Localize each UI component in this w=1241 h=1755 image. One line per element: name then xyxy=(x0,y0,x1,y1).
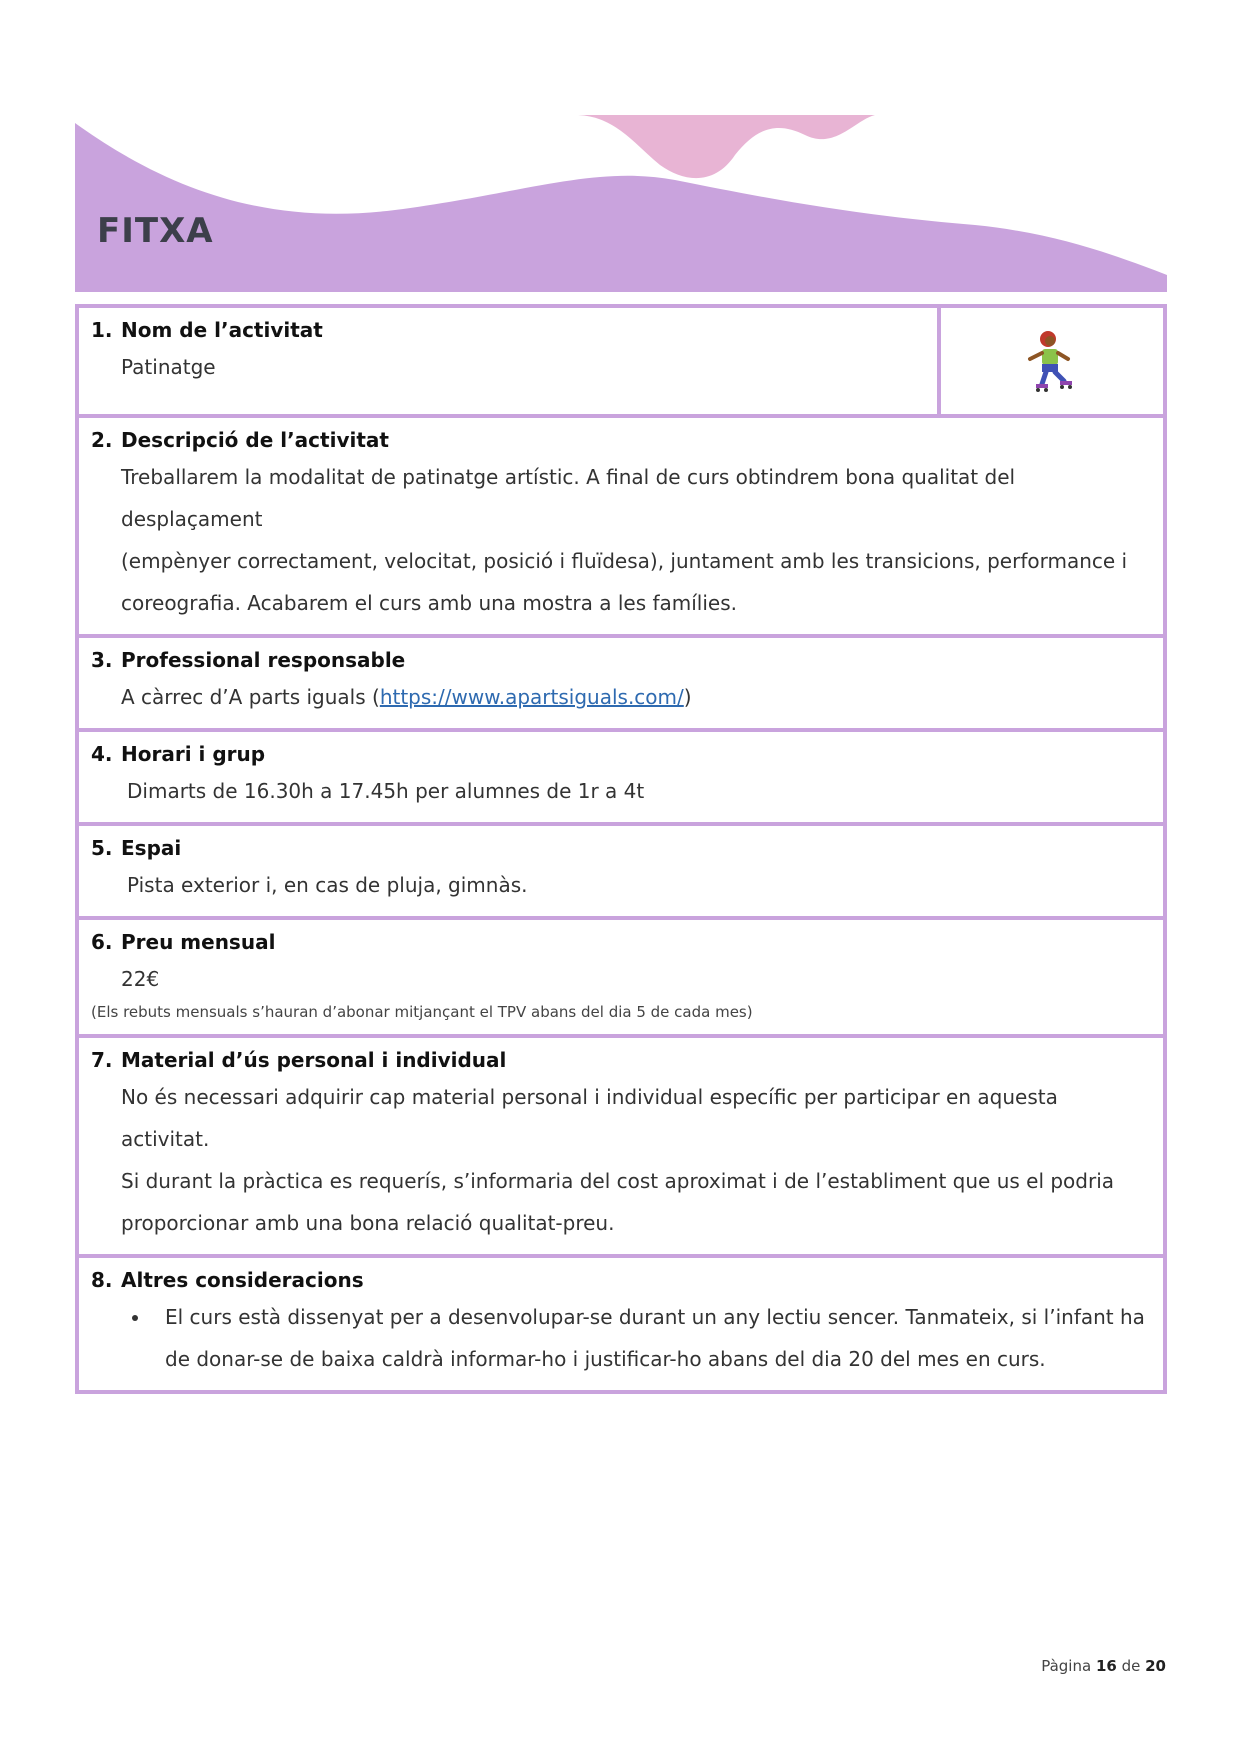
section-heading: 1. Nom de l’activitat xyxy=(91,318,323,342)
header-banner xyxy=(75,115,1167,292)
provider-website-link[interactable]: https://www.apartsiguals.com/ xyxy=(379,685,684,709)
section-heading: 6. Preu mensual xyxy=(91,930,276,954)
schedule-value: Dimarts de 16.30h a 17.45h per alumnes de 1r a 4t xyxy=(127,779,645,803)
section-other xyxy=(79,1254,1163,1390)
section-activity-name xyxy=(79,308,1163,414)
section-heading: 4. Horari i grup xyxy=(91,742,266,766)
banner-wave xyxy=(75,115,1167,292)
space-value: Pista exterior i, en cas de pluja, gimnàs. xyxy=(127,873,528,897)
section-space xyxy=(79,822,1163,916)
activity-sheet-table xyxy=(75,304,1167,1394)
section-schedule xyxy=(79,728,1163,822)
section-heading: 8. Altres consideracions xyxy=(91,1268,364,1292)
section-material xyxy=(79,1034,1163,1254)
section-description xyxy=(79,414,1163,634)
material-line: proporcionar amb una bona relació qualitat-preu. xyxy=(121,1211,615,1235)
activity-name-value: Patinatge xyxy=(121,355,216,379)
material-line: Si durant la pràctica es requerís, s’informaria del cost aproximat i de l’establiment que us el podria xyxy=(121,1169,1115,1193)
list-item: • El curs està dissenyat per a desenvolupar-se durant un any lectiu sencer. Tanmateix, si l’infant ha de donar-se de baixa caldrà informar-ho i justificar-ho abans del dia 20 del mes en curs. xyxy=(151,1296,1151,1380)
section-heading: 5. Espai xyxy=(91,836,182,860)
considerations-list xyxy=(91,1296,1151,1380)
material-line: No és necessari adquirir cap material personal i individual específic per participar en aquesta activitat. xyxy=(121,1085,1058,1151)
roller-skater-icon xyxy=(1026,329,1078,393)
payment-note: (Els rebuts mensuals s’hauran d’abonar mitjançant el TPV abans del dia 5 de cada mes) xyxy=(91,1003,753,1021)
description-line: coreografia. Acabarem el curs amb una mostra a les famílies. xyxy=(121,591,738,615)
page-number: Pàgina 16 de 20 xyxy=(1041,1657,1166,1675)
description-line: (empènyer correctament, velocitat, posició i fluïdesa), juntament amb les transicions, performance i xyxy=(121,549,1128,573)
section-heading: 7. Material d’ús personal i individual xyxy=(91,1048,507,1072)
price-value: 22€ xyxy=(121,967,160,991)
activity-image-cell xyxy=(941,308,1163,414)
section-heading: 2. Descripció de l’activitat xyxy=(91,428,389,452)
banner-title: FITXA xyxy=(97,211,214,251)
section-price xyxy=(79,916,1163,1034)
description-line: Treballarem la modalitat de patinatge artístic. A final de curs obtindrem bona qualitat del desplaçament xyxy=(121,465,1016,531)
section-heading: 3. Professional responsable xyxy=(91,648,406,672)
section-professional xyxy=(79,634,1163,728)
professional-value: A càrrec d’A parts iguals (https://www.apartsiguals.com/) xyxy=(121,685,692,709)
